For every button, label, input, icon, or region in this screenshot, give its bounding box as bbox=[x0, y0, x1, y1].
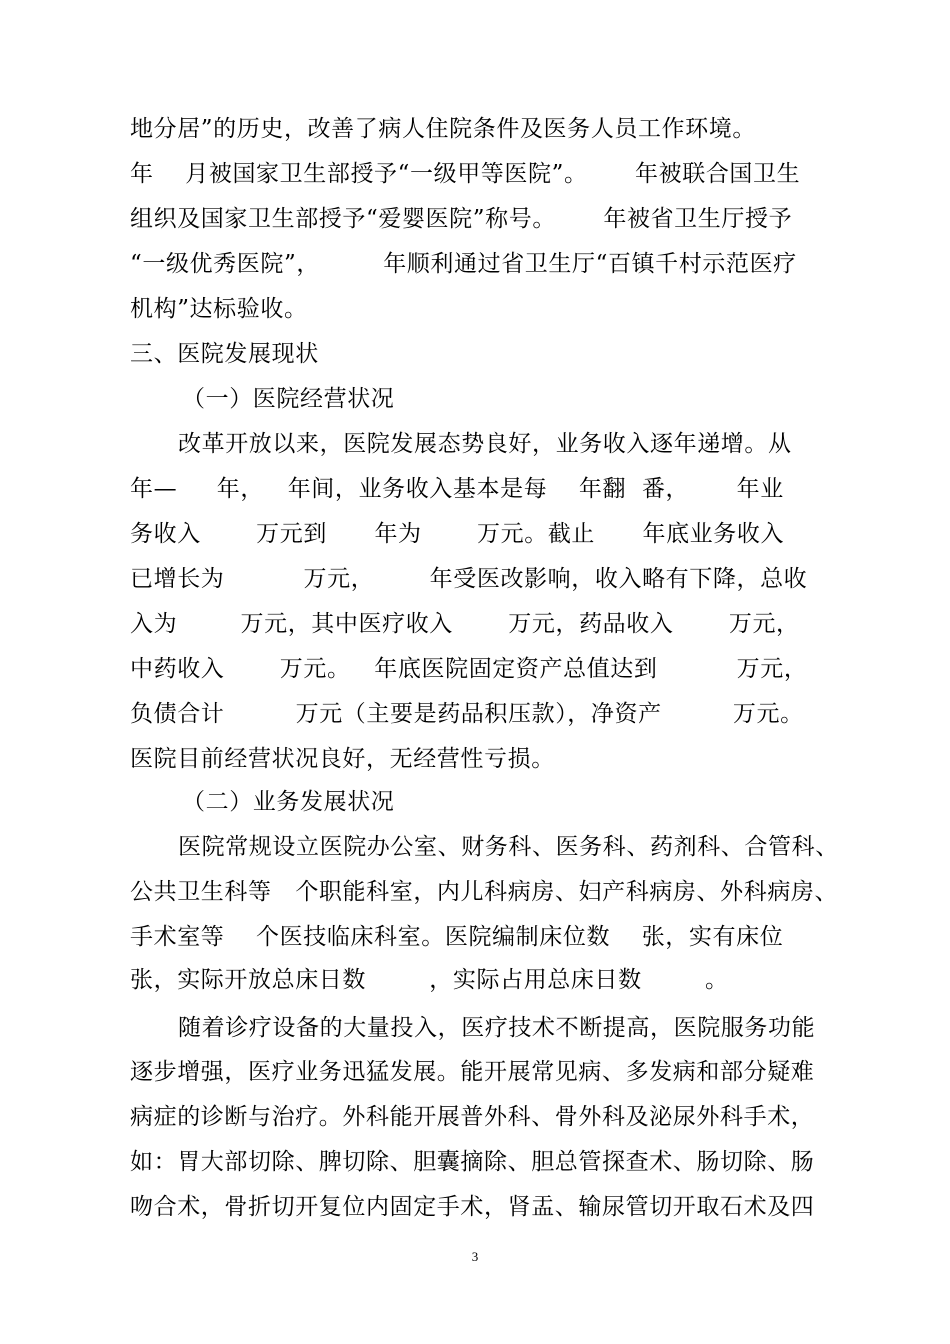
business-line-2: 公共卫生科等 个职能科室，内儿科病房、妇产科病房、外科病房、 bbox=[130, 879, 839, 905]
medical-line-5: 吻合术，骨折切开复位内固定手术，肾盂、输尿管切开取石术及四 bbox=[130, 1194, 815, 1220]
intro-line-3: 组织及国家卫生部授予“爱婴医院”称号。 年被省卫生厅授予 bbox=[130, 206, 793, 232]
operating-line-2: 年— 年， 年间，业务收入基本是每 年翻 番， 年业 bbox=[130, 476, 784, 502]
intro-line-4: “一级优秀医院”， 年顺利通过省卫生厅“百镇千村示范医疗 bbox=[130, 251, 797, 277]
business-line-3: 手术室等 个医技临床科室。医院编制床位数 张，实有床位 bbox=[130, 924, 784, 950]
intro-line-5: 机构”达标验收。 bbox=[130, 296, 308, 322]
medical-line-2: 逐步增强，医疗业务迅猛发展。能开展常见病、多发病和部分疑难 bbox=[130, 1059, 815, 1085]
operating-line-6: 中药收入 万元。 年底医院固定资产总值达到 万元， bbox=[130, 656, 808, 682]
subsection-heading-2: （二）业务发展状况 bbox=[182, 789, 395, 815]
medical-line-1: 随着诊疗设备的大量投入，医疗技术不断提高，医院服务功能 bbox=[178, 1015, 816, 1041]
section-heading: 三、医院发展现状 bbox=[130, 341, 319, 367]
medical-line-3: 病症的诊断与治疗。外科能开展普外科、骨外科及泌尿外科手术， bbox=[130, 1104, 815, 1130]
operating-line-4: 已增长为 万元， 年受医改影响，收入略有下降，总收 bbox=[130, 566, 808, 592]
business-line-4: 张，实际开放总床日数 ，实际占用总床日数 。 bbox=[130, 967, 729, 993]
subsection-heading-1: （一）医院经营状况 bbox=[182, 386, 395, 412]
intro-line-2: 年 月被国家卫生部授予“一级甲等医院”。 年被联合国卫生 bbox=[130, 161, 801, 187]
operating-line-7: 负债合计 万元（主要是药品积压款），净资产 万元。 bbox=[130, 701, 804, 727]
operating-line-8: 医院目前经营状况良好，无经营性亏损。 bbox=[130, 746, 555, 772]
intro-line-1: 地分居”的历史，改善了病人住院条件及医务人员工作环境。 bbox=[130, 116, 756, 142]
operating-line-3: 务收入 万元到 年为 万元。截止 年底业务收入 bbox=[130, 521, 785, 547]
medical-line-4: 如：胃大部切除、脾切除、胆囊摘除、胆总管探查术、肠切除、肠 bbox=[130, 1149, 815, 1175]
operating-line-5: 入为 万元，其中医疗收入 万元，药品收入 万元， bbox=[130, 611, 800, 637]
operating-line-1: 改革开放以来，医院发展态势良好，业务收入逐年递增。从 bbox=[178, 431, 792, 457]
page-number: 3 bbox=[471, 1249, 479, 1264]
business-line-1: 医院常规设立医院办公室、财务科、医务科、药剂科、合管科、 bbox=[178, 834, 839, 860]
